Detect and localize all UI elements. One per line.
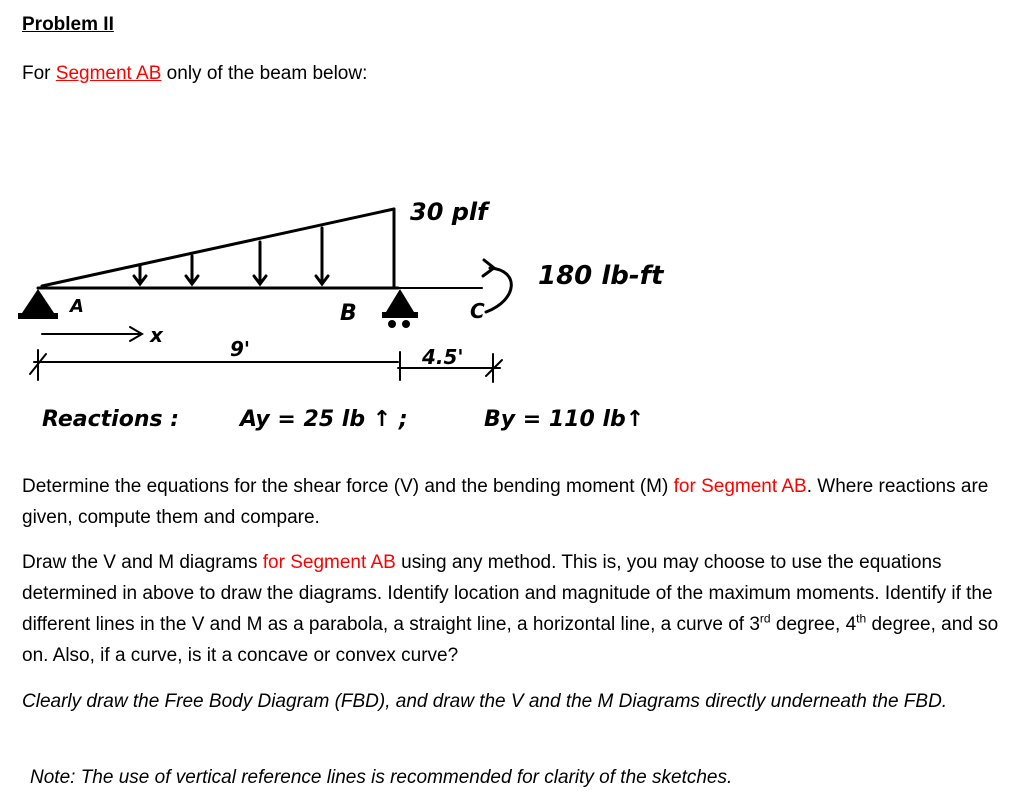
p2-sup-rd: rd xyxy=(759,611,771,626)
problem-title: Problem II xyxy=(22,14,114,35)
dim-bc-label: 4.5' xyxy=(422,345,464,369)
intro-before: For xyxy=(22,63,56,84)
moment-label: 180 lb-ft xyxy=(538,261,664,291)
p2-text: Draw the V and M diagrams xyxy=(22,552,263,573)
p2-highlight: for Segment AB xyxy=(262,552,396,573)
instruction-paragraph-2 xyxy=(22,547,1007,671)
p1-highlight: for Segment AB xyxy=(673,476,807,497)
p1-text-end: . Where reactions are given, compute them and compare. xyxy=(22,476,989,528)
moment-arc xyxy=(486,268,511,312)
load-slope xyxy=(42,209,394,286)
instruction-paragraph-1 xyxy=(22,471,1007,533)
load-arrows xyxy=(134,228,328,284)
p2-text-end: degree, and so on. Also, if a curve, is it a concave or convex curve? xyxy=(22,614,999,666)
point-c-label: C xyxy=(470,299,485,323)
p2-sup-th: th xyxy=(856,611,867,626)
dim-ab-label: 9' xyxy=(230,337,251,361)
note-paragraph: Note: The use of vertical reference lines is recommended for clarity of the sketches. xyxy=(30,767,733,788)
support-b xyxy=(382,289,418,328)
p2-text-mid: using any method. This is, you may choose to use the equations determined in above to draw the diagrams. Identify location and magnitude of the maximum moments. Identify if the different lines in the V and M as a parabola, a straight line, a horizontal line, a curve of 3 xyxy=(22,552,993,635)
p1-text: Determine the equations for the shear force (V) and the bending moment (M) xyxy=(22,476,674,497)
by-reaction: By = 110 lb↑ xyxy=(484,407,645,432)
segment-ab-link: Segment AB xyxy=(55,63,162,84)
reactions-label: Reactions : xyxy=(42,407,180,432)
support-a xyxy=(18,289,58,319)
intro-text xyxy=(22,63,367,85)
ay-reaction: Ay = 25 lb ↑ ; xyxy=(240,407,408,432)
instruction-paragraph-3: Clearly draw the Free Body Diagram (FBD), and draw the V and the M Diagrams directly underneath the FBD. xyxy=(22,691,948,712)
x-label: x xyxy=(150,323,163,347)
load-label: 30 plf xyxy=(410,198,488,226)
point-b-label: B xyxy=(340,301,357,326)
point-a-label: A xyxy=(70,296,84,317)
beam-diagram xyxy=(0,190,1024,460)
intro-after: only of the beam below: xyxy=(161,63,368,84)
p2-text-degree: degree, 4 xyxy=(770,614,857,635)
